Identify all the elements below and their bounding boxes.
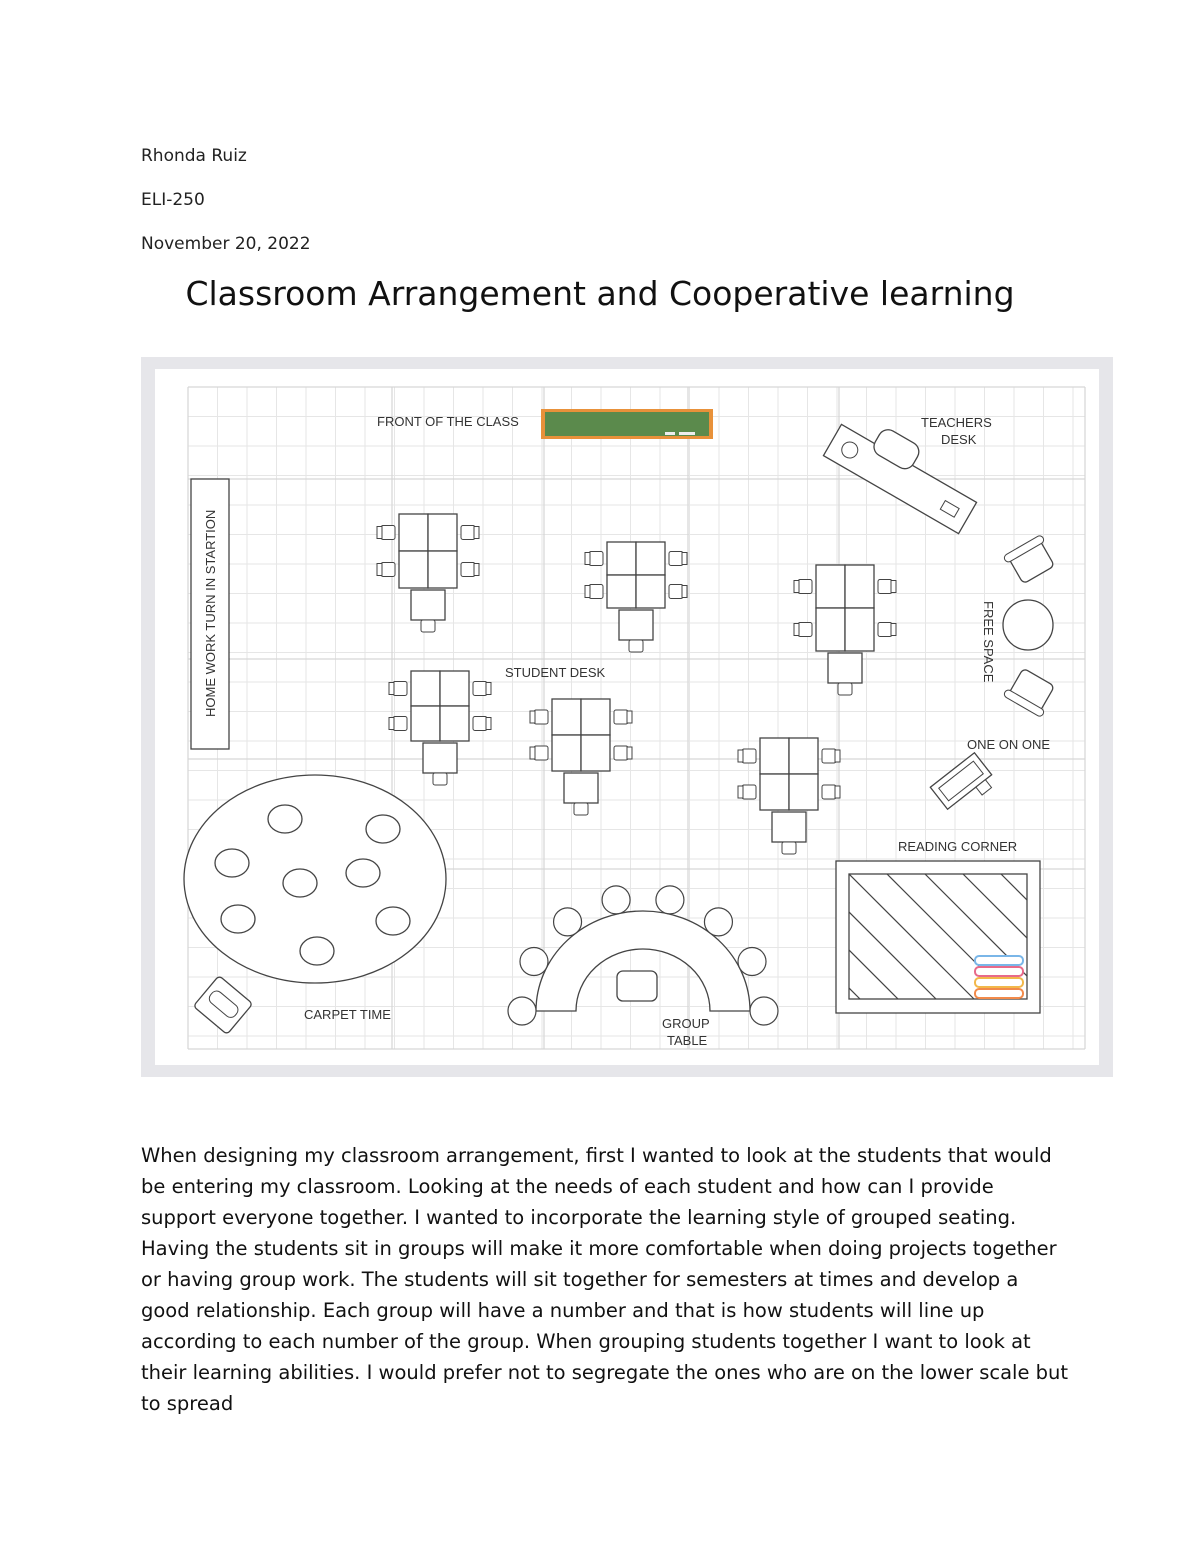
chair-back [738,750,743,762]
student-chair [461,526,475,540]
chair-back [585,586,590,598]
student-chair [534,746,548,760]
chair-back [794,581,799,593]
rug-stripe [1077,874,1099,999]
board-chalk [679,432,695,435]
carpet-chair [193,976,252,1035]
free-space-area [1003,534,1058,717]
chair-back [585,553,590,565]
chalkboard [541,409,713,439]
label-one-on-one: ONE ON ONE [967,737,1051,752]
chair-back [838,683,852,695]
student-desk [845,608,874,651]
chair-back [835,786,840,798]
book-pink [975,967,1023,976]
student-chair [614,746,628,760]
student-chair [473,717,487,731]
student-desk [399,551,428,588]
chair-back [574,803,588,815]
carpet-spot [221,905,255,933]
group-chair [554,908,582,936]
student-chair [381,563,395,577]
student-desk [552,735,581,771]
student-chair [822,749,836,763]
student-desk [552,699,581,735]
student-chair [381,526,395,540]
carpet-spot [300,937,334,965]
student-chair [878,580,892,594]
student-chair [614,710,628,724]
student-desk [816,565,845,608]
floor-plan-svg [155,369,1099,1065]
group-chair [520,948,548,976]
group-chair [508,997,536,1025]
group-chair [750,997,778,1025]
label-desk: DESK [941,432,977,447]
student-chair [473,682,487,696]
student-chair [393,682,407,696]
chair-back [782,842,796,854]
label-group: GROUP [662,1016,710,1031]
student-chair [564,773,598,803]
student-chair [798,580,812,594]
label-reading-corner: READING CORNER [898,839,1018,854]
student-desk [760,774,789,810]
student-desk [411,706,440,741]
student-desk [428,551,457,588]
student-desk [789,774,818,810]
chair-back [627,711,632,723]
student-chair [772,812,806,842]
desk-group [585,542,687,652]
chair-back [891,624,896,636]
desk-group [794,565,896,695]
student-chair [461,563,475,577]
chair-back [421,620,435,632]
chair-back [530,747,535,759]
classroom-diagram [141,357,1113,1077]
student-desk [581,699,610,735]
chair-back [682,553,687,565]
floor-plan [155,369,1099,1065]
chair-back [738,786,743,798]
chair-back [377,527,382,539]
free-space-table [1003,600,1053,650]
student-chair [798,623,812,637]
label-homework-station: HOME WORK TURN IN STARTION [203,509,218,717]
chair-back [530,711,535,723]
label-teachers: TEACHERS [921,415,992,430]
label-student-desk: STUDENT DESK [505,665,606,680]
book-yellow [975,978,1023,987]
label-carpet-time: CARPET TIME [304,1007,391,1022]
document-title: Classroom Arrangement and Cooperative learning [185,274,1015,313]
board-eraser [665,432,675,435]
student-chair [411,590,445,620]
carpet-spot [268,805,302,833]
student-chair [393,717,407,731]
chair-back [377,564,382,576]
group-table [508,886,778,1025]
student-desk [411,671,440,706]
chair-back [629,640,643,652]
chair-back [474,527,479,539]
student-chair [589,585,603,599]
student-desk [399,514,428,551]
chair-back [389,718,394,730]
student-chair [878,623,892,637]
student-chair [669,585,683,599]
chair-back [486,683,491,695]
carpet-spot [283,869,317,897]
body-paragraph: When designing my classroom arrangement, first I wanted to look at the students that would be entering my classroom. Looking at the needs of each student and how can I provide support everyone together. I wanted to incorporate the learning style of grouped seating. Having the students sit in groups will make it more comfortable when doing projects together or having group work. The students will sit together for semesters at times and develop a good relationship. Each group will have a number and that is how students will line up according to each number of the group. When grouping students together I want to look at their learning abilities. I would prefer not to segregate the ones who are on the lower scale but to spread [141,1144,1069,1415]
student-chair [742,785,756,799]
chair-back [433,773,447,785]
student-chair [619,610,653,640]
student-desk [581,735,610,771]
student-desk [440,671,469,706]
group-chair [738,948,766,976]
chair-back [891,581,896,593]
carpet-area [184,775,446,1034]
student-desk [789,738,818,774]
student-chair [589,552,603,566]
chair-back [486,718,491,730]
desk-group [530,699,632,815]
course-code: ELI-250 [141,190,205,210]
chair-back [835,750,840,762]
desk-group [389,671,491,785]
group-chair [704,908,732,936]
chair-back [682,586,687,598]
chair-back [474,564,479,576]
student-chair [822,785,836,799]
carpet-spot [366,815,400,843]
book-orange [975,989,1023,998]
label-free-space: FREE SPACE [981,601,996,683]
student-desk [845,565,874,608]
student-desk-groups [377,514,896,854]
student-chair [828,653,862,683]
student-chair [742,749,756,763]
one-on-one-desk [930,753,998,817]
student-desk [607,575,636,608]
student-desk [636,575,665,608]
student-chair [534,710,548,724]
carpet-spot [376,907,410,935]
label-front-of-class: FRONT OF THE CLASS [377,414,519,429]
reading-corner [697,861,1099,1013]
student-chair [669,552,683,566]
desk-group [738,738,840,854]
label-table: TABLE [667,1033,708,1048]
book-blue [975,956,1023,965]
student-chair [423,743,457,773]
document-date: November 20, 2022 [141,234,311,254]
group-table-teacher-chair [617,971,657,1001]
group-chair [602,886,630,914]
student-desk [760,738,789,774]
student-desk [607,542,636,575]
author-name: Rhonda Ruiz [141,146,247,166]
chair-back [794,624,799,636]
carpet-spot [346,859,380,887]
group-chair [656,886,684,914]
student-desk [440,706,469,741]
rug-stripe [1039,874,1099,999]
carpet-spot [215,849,249,877]
chair-back [389,683,394,695]
student-desk [428,514,457,551]
student-desk [816,608,845,651]
chair-back [627,747,632,759]
student-desk [636,542,665,575]
